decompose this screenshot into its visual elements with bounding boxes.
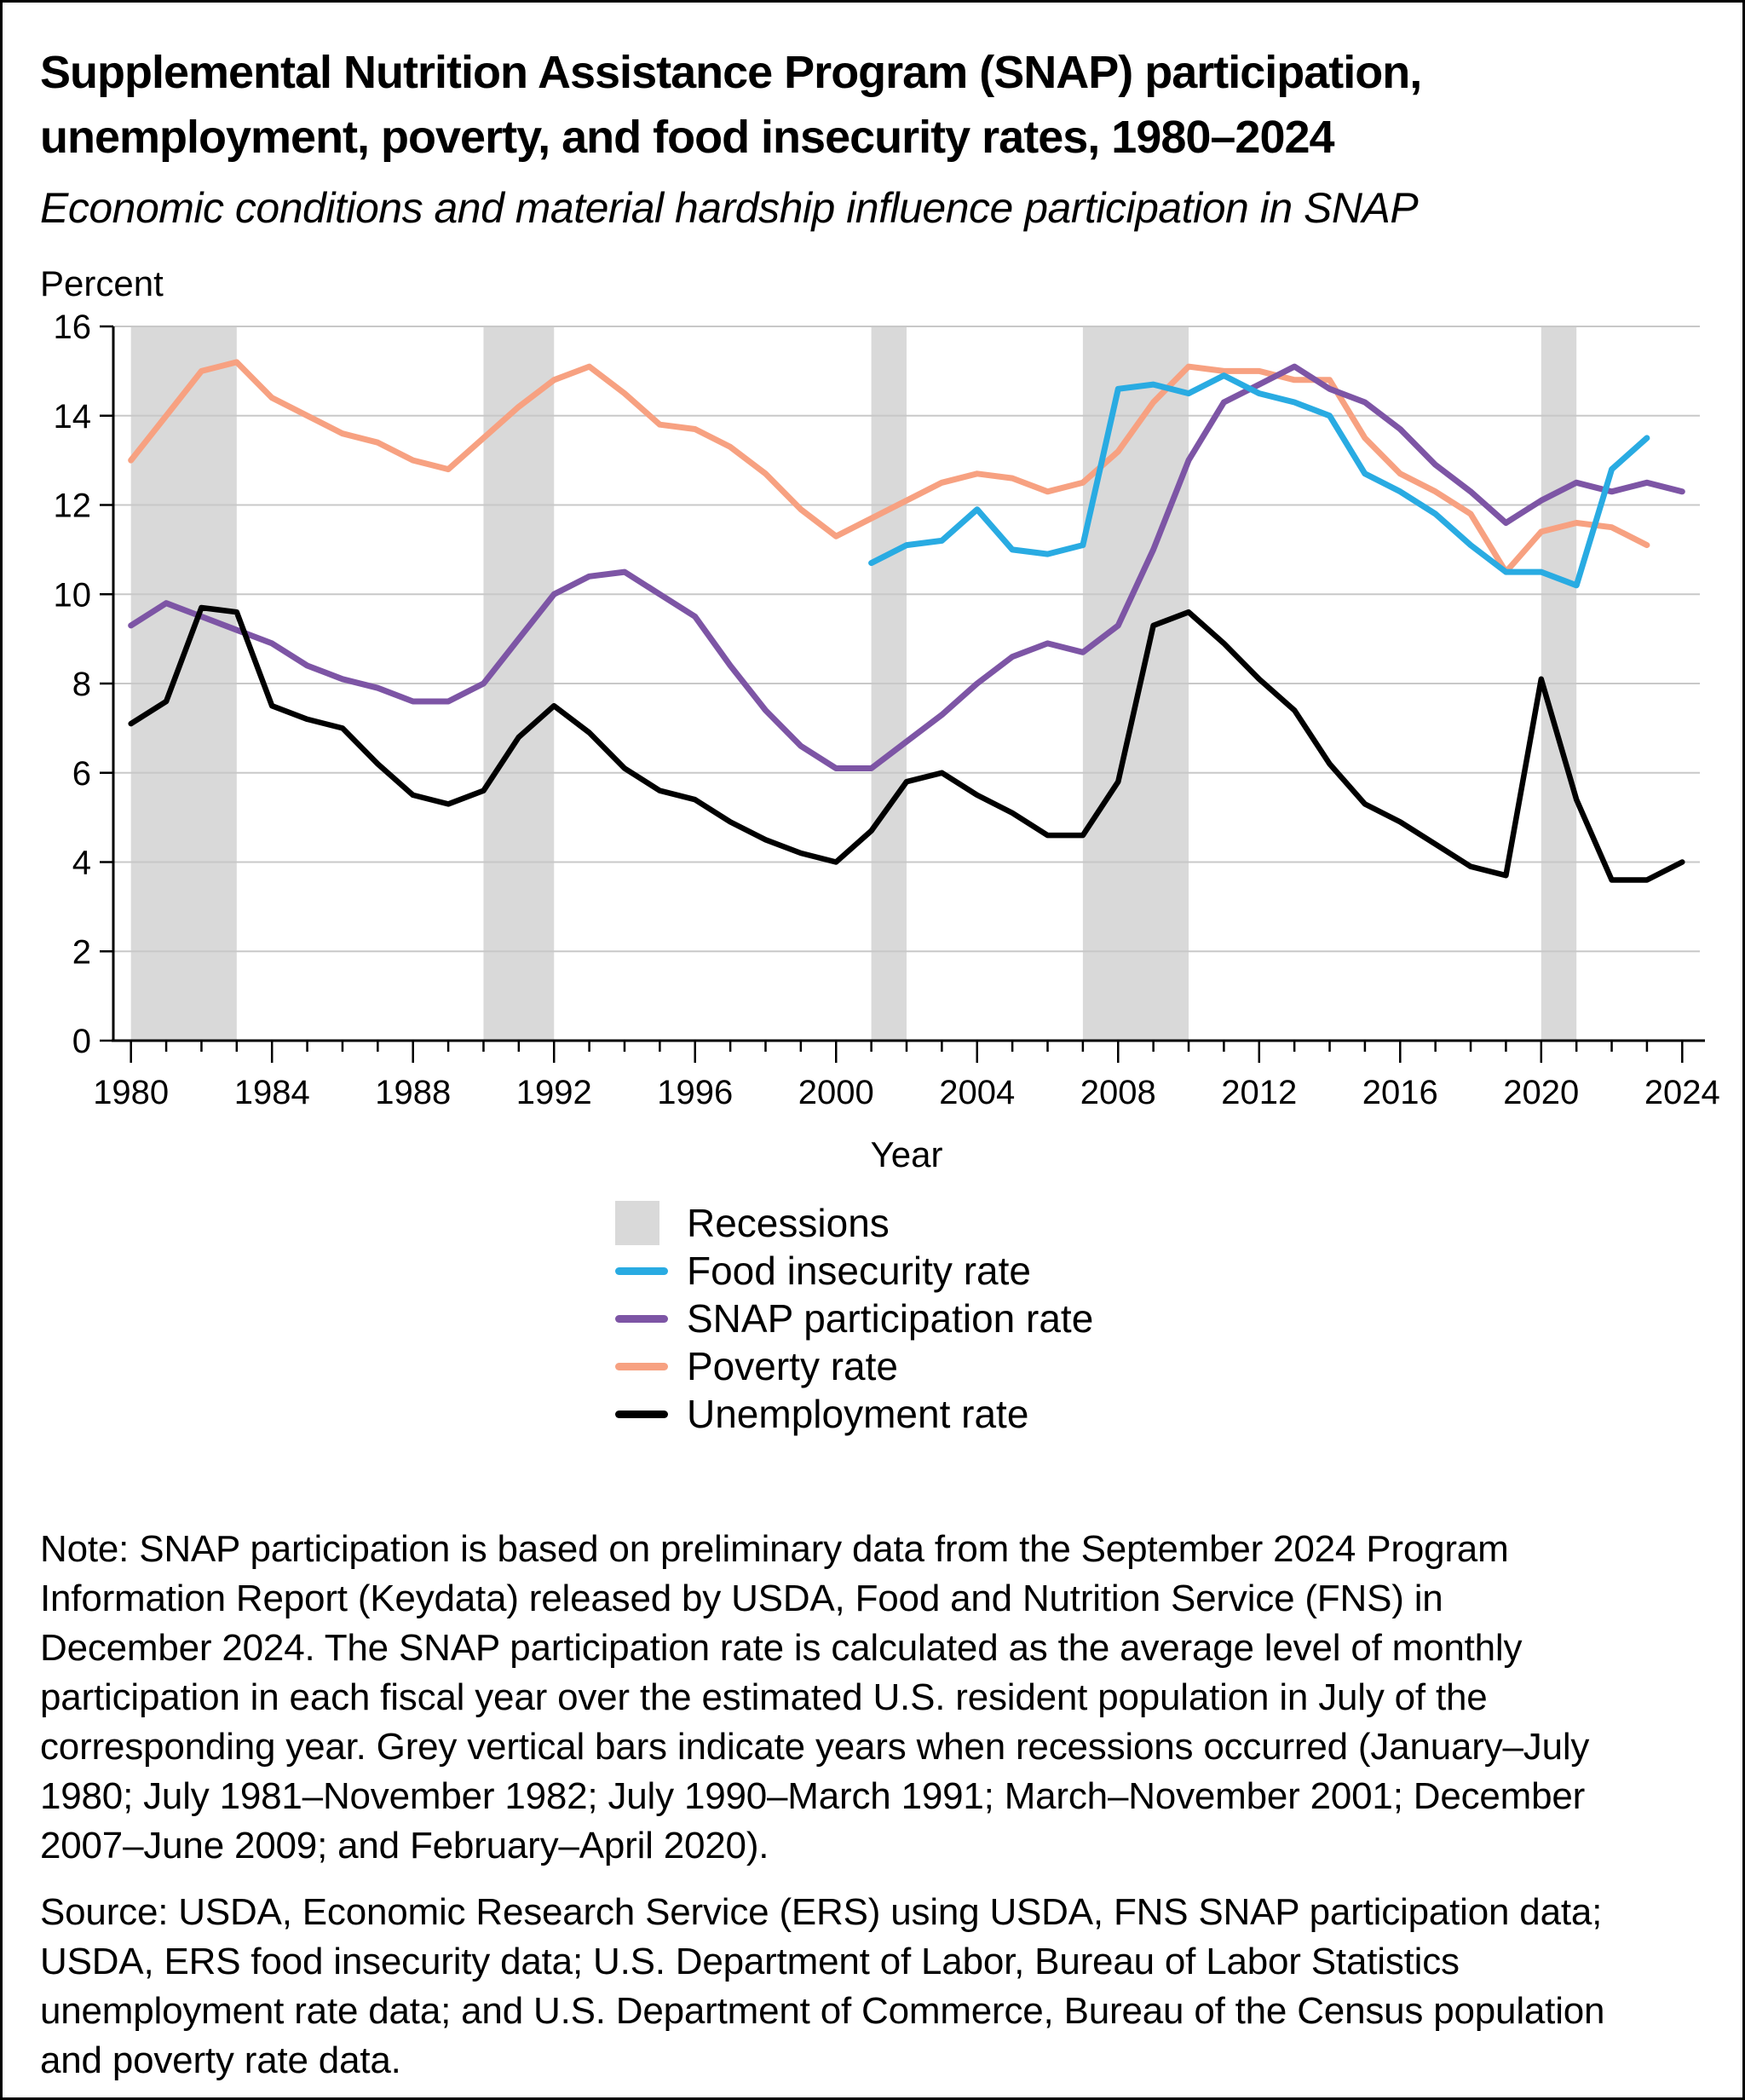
y-axis-title: Percent — [40, 263, 164, 303]
x-tick-label: 1992 — [515, 1074, 592, 1111]
y-tick-label: 2 — [72, 933, 91, 972]
y-tick-label: 14 — [53, 397, 91, 436]
legend-item-snap-participation-rate — [615, 1295, 1093, 1342]
y-tick-label: 16 — [53, 309, 91, 346]
y-tick-label: 12 — [53, 487, 91, 525]
legend-label: Poverty rate — [687, 1344, 898, 1388]
x-tick-label: 1996 — [657, 1074, 734, 1111]
y-tick-label: 6 — [72, 754, 91, 793]
x-tick-label: 2000 — [798, 1074, 874, 1111]
x-tick-label: 2008 — [1080, 1074, 1156, 1111]
chart-subtitle: Economic conditions and material hardship influence participation in SNAP — [40, 184, 1419, 232]
legend-label: Recessions — [687, 1201, 890, 1245]
y-tick-label: 4 — [72, 844, 91, 882]
legend-item-poverty-rate — [615, 1342, 1093, 1390]
legend-label: SNAP participation rate — [687, 1296, 1094, 1341]
x-tick-label: 2004 — [939, 1074, 1016, 1111]
recession-swatch-icon — [615, 1201, 659, 1245]
legend-item-unemployment-rate — [615, 1390, 1093, 1438]
recessions-swatch — [615, 1201, 668, 1245]
x-tick-label: 2024 — [1644, 1074, 1720, 1111]
chart-legend — [615, 1199, 1093, 1438]
series-line-food-insecurity-rate — [872, 376, 1647, 586]
line-swatch-icon — [615, 1315, 668, 1323]
x-tick-label: 1988 — [375, 1074, 452, 1111]
unemployment-rate-swatch — [615, 1411, 668, 1418]
line-swatch-icon — [615, 1363, 668, 1370]
y-tick-label: 8 — [72, 666, 91, 703]
line-swatch-icon — [615, 1267, 668, 1275]
source-text: Source: USDA, Economic Research Service (ERS) using USDA, FNS SNAP participation data; USDA, ERS food insecurity data; U.S. Department of Labor, Bureau of Labor Statistics unemployment rate data; and U.S. Department of Commerce, Bureau of the Census population and poverty rate data. — [40, 1891, 1605, 2081]
line-swatch-icon — [615, 1411, 668, 1418]
legend-label: Unemployment rate — [687, 1392, 1029, 1436]
x-tick-label: 2020 — [1503, 1074, 1580, 1111]
snap-participation-rate-swatch — [615, 1315, 668, 1323]
food-insecurity-rate-swatch — [615, 1267, 668, 1275]
note-text: Note: SNAP participation is based on preliminary data from the September 2024 Program Information Report (Keydata) released by USDA, Food and Nutrition Service (FNS) in December 2024. The SNAP participation rate is calculated as the average level of monthly participation in each fiscal year over the estimated U.S. resident population in July of the corresponding year. Grey vertical bars indicate years when recessions occurred (January–July 1980; July 1981–November 1982; July 1990–March 1991; March–November 2001; December 2007–June 2009; and February–April 2020). — [40, 1528, 1590, 1866]
x-axis-title: Year — [870, 1134, 943, 1174]
x-tick-label: 2012 — [1221, 1074, 1298, 1111]
legend-label: Food insecurity rate — [687, 1249, 1031, 1293]
poverty-rate-swatch — [615, 1363, 668, 1370]
legend-item-recessions — [615, 1199, 1093, 1247]
chart-title: Supplemental Nutrition Assistance Program (SNAP) participation, unemployment, poverty, and food insecurity rates, 1980–2024 — [40, 47, 1422, 163]
y-tick-label: 10 — [53, 576, 91, 614]
x-tick-label: 2016 — [1362, 1074, 1438, 1111]
x-tick-label: 1980 — [93, 1074, 170, 1111]
legend-item-food-insecurity-rate — [615, 1247, 1093, 1295]
x-tick-label: 1984 — [233, 1074, 310, 1111]
y-tick-label: 0 — [72, 1023, 91, 1060]
line-chart — [3, 3, 1745, 1187]
